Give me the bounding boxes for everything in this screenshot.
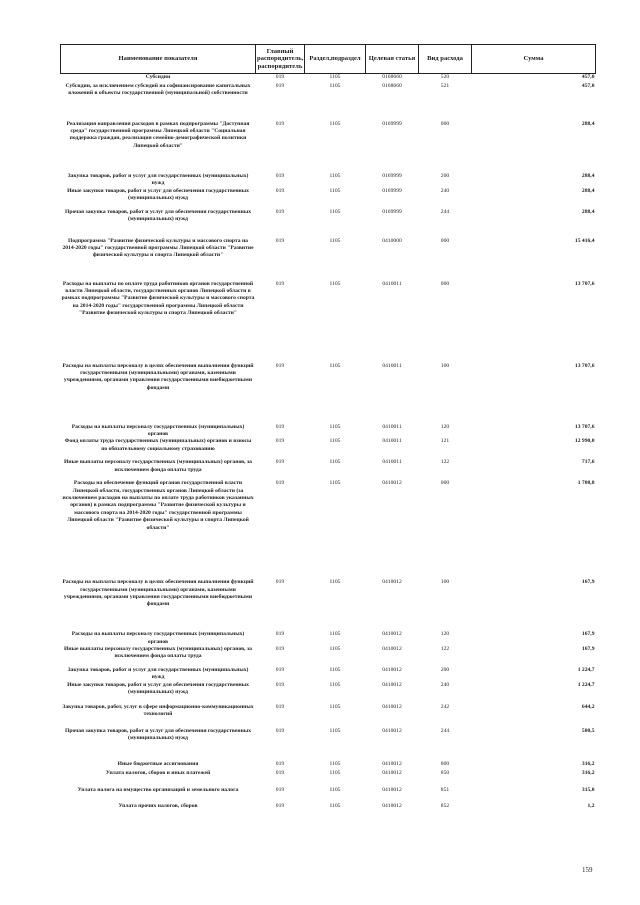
row-article: 0410011 — [382, 280, 402, 287]
row-section: 1105 — [329, 480, 341, 487]
row-admin: 019 — [275, 208, 285, 215]
row-name: Реализация направления расходов в рамках подпрограммы "Доступная среда" государственной программы Липецкой области "Социальная поддержка граждан, реализация семейно-демографической политики Липецкой области" — [66, 120, 250, 149]
row-expense: 000 — [440, 120, 450, 127]
row-article: 0410011 — [382, 362, 402, 369]
table-header-row — [61, 45, 596, 74]
row-sum: 288,4 — [581, 120, 595, 127]
row-admin: 019 — [275, 786, 285, 793]
row-section: 1105 — [329, 172, 341, 179]
row-name: Иные бюджетные ассигнования — [117, 760, 199, 767]
row-sum: 167,9 — [581, 631, 595, 638]
row-article: 0168660 — [382, 82, 402, 89]
row-section: 1105 — [329, 681, 341, 688]
row-article: 0410011 — [382, 438, 402, 445]
row-admin: 019 — [275, 187, 285, 194]
row-section: 1105 — [329, 208, 341, 215]
row-expense: 120 — [440, 631, 450, 638]
row-section: 1105 — [329, 802, 341, 809]
row-name: Иные выплаты персоналу государственных (муниципальных) органов, за исключением фонда оплаты труда — [64, 459, 252, 473]
row-name: Расходы на выплаты персоналу государственных (муниципальных) органов — [71, 631, 245, 645]
row-article: 0410011 — [382, 423, 402, 430]
row-section: 1105 — [329, 187, 341, 194]
row-section: 1105 — [329, 362, 341, 369]
row-sum: 167,9 — [581, 579, 595, 586]
row-sum: 457,0 — [581, 82, 595, 89]
row-name: Субсидии, за исключением субсидий на софинансирование капитальных вложений в объекты государственной (муниципальной) собственности — [65, 82, 251, 96]
row-section: 1105 — [329, 667, 341, 673]
row-expense: 800 — [440, 760, 450, 767]
row-sum: 315,0 — [581, 786, 595, 793]
page-number: 159 — [582, 866, 593, 874]
table-row — [61, 281, 596, 363]
row-sum: 1 224,7 — [577, 681, 595, 688]
row-name: Расходы на выплаты по оплате труда работников органов государственной власти Липецкой области, государственных органов Липецкой области в рамках подпрограммы "Развитие физической культуры и массового спорта на 2014-2020 годы" государственной программы Липецкой области "Развитие физической культуры и спорта Липецкой области" — [61, 280, 255, 316]
row-name: Прочая закупка товаров, работ и услуг для обеспечения государственных (муниципальных) нужд — [64, 727, 252, 742]
row-name: Закупка товаров, работ и услуг для государственных (муниципальных) нужд — [67, 172, 249, 186]
row-admin: 019 — [275, 82, 285, 89]
header-sum: Сумма — [472, 45, 596, 74]
row-name: Иные закупки товаров, работ и услуг для обеспечения государственных (муниципальных) нужд — [67, 681, 249, 696]
budget-table — [60, 44, 596, 812]
header-section: Раздел,подраздел — [305, 45, 366, 74]
row-sum: 15 416,4 — [574, 237, 595, 244]
row-expense: 122 — [440, 459, 450, 466]
row-expense: 520 — [440, 74, 450, 80]
row-expense: 244 — [440, 208, 450, 215]
table-row — [61, 761, 596, 770]
header-name: Наименование показателя — [61, 45, 256, 74]
row-section: 1105 — [329, 579, 341, 586]
row-article: 0169999 — [382, 208, 402, 215]
row-name: Прочая закупка товаров, работ и услуг для обеспечения государственных (муниципальных) нужд — [64, 208, 252, 222]
row-expense: 850 — [440, 769, 450, 776]
row-name: Субсидии — [145, 74, 171, 80]
row-sum: 288,4 — [581, 172, 595, 179]
row-name: Расходы на выплаты персоналу в целях обеспечения выполнения функций государственными (муниципальными) органами, казенными учреждениями, органами управления государственными внебюджетными фондами — [62, 579, 254, 608]
row-name: Расходы на выплаты персоналу в целях обеспечения выполнения функций государственными (муниципальными) органами, казенными учреждениями, органами управления государственными внебюджетными фондами — [62, 362, 254, 391]
table-row — [61, 459, 596, 480]
row-sum: 457,0 — [581, 74, 595, 80]
row-name: Подпрограмма "Развитие физической культуры и массового спорта на 2014-2020 годы" государственной программы Липецкой области "Развитие физической культуры и спорта Липецкой области" — [62, 237, 254, 259]
row-article: 0410012 — [382, 802, 402, 809]
row-expense: 240 — [440, 681, 450, 688]
table-row — [61, 238, 596, 281]
row-name: Иные закупки товаров, работ и услуг для обеспечения государственных (муниципальных) нужд — [67, 187, 249, 201]
table-row — [61, 646, 596, 667]
row-article: 0410012 — [382, 579, 402, 586]
row-section: 1105 — [329, 703, 341, 710]
table-row — [61, 173, 596, 188]
row-sum: 13 707,6 — [574, 423, 595, 430]
row-expense: 122 — [440, 646, 450, 652]
header-admin: Главный распорядитель, распорядитель — [256, 45, 305, 74]
row-sum: 1 224,7 — [577, 667, 595, 673]
row-sum: 316,2 — [581, 760, 595, 767]
row-article: 0410012 — [382, 667, 402, 673]
row-admin: 019 — [275, 172, 285, 179]
row-section: 1105 — [329, 237, 341, 244]
table-row — [61, 121, 596, 173]
row-sum: 13 707,6 — [574, 362, 595, 369]
row-admin: 019 — [275, 760, 285, 767]
row-article: 0168660 — [382, 74, 402, 80]
row-admin: 019 — [275, 237, 285, 244]
row-expense: 244 — [440, 727, 450, 734]
row-expense: 200 — [440, 667, 450, 673]
row-admin: 019 — [275, 802, 285, 809]
header-expense: Вид расхода — [419, 45, 472, 74]
row-sum: 12 990,0 — [574, 438, 595, 445]
row-article: 0410012 — [382, 480, 402, 487]
row-section: 1105 — [329, 120, 341, 127]
row-expense: 521 — [440, 82, 450, 89]
table-row — [61, 209, 596, 238]
row-section: 1105 — [329, 769, 341, 776]
row-article: 0169999 — [382, 120, 402, 127]
table-row — [61, 667, 596, 682]
row-admin: 019 — [275, 646, 285, 652]
header-article: Целевая статья — [366, 45, 419, 74]
row-article: 0410012 — [382, 681, 402, 688]
row-section: 1105 — [329, 74, 341, 80]
row-section: 1105 — [329, 280, 341, 287]
row-article: 0410012 — [382, 760, 402, 767]
row-admin: 019 — [275, 727, 285, 734]
row-expense: 000 — [440, 280, 450, 287]
row-admin: 019 — [275, 631, 285, 638]
row-expense: 100 — [440, 579, 450, 586]
table-row — [61, 188, 596, 209]
row-section: 1105 — [329, 727, 341, 734]
row-sum: 580,5 — [581, 727, 595, 734]
row-article: 0410012 — [382, 703, 402, 710]
row-sum: 644,2 — [581, 703, 595, 710]
row-expense: 851 — [440, 786, 450, 793]
row-section: 1105 — [329, 423, 341, 430]
table-row — [61, 704, 596, 728]
row-article: 0410011 — [382, 459, 402, 466]
table-row — [61, 682, 596, 704]
row-admin: 019 — [275, 362, 285, 369]
row-sum: 316,2 — [581, 769, 595, 776]
table-row — [61, 74, 596, 83]
row-article: 0410000 — [382, 237, 402, 244]
row-admin: 019 — [275, 667, 285, 673]
row-admin: 019 — [275, 120, 285, 127]
row-admin: 019 — [275, 459, 285, 466]
table-row — [61, 770, 596, 787]
row-name: Закупка товаров, работ, услуг в сфере информационно-коммуникационных технологий — [62, 703, 254, 718]
row-expense: 242 — [440, 703, 450, 710]
row-article: 0169999 — [382, 172, 402, 179]
row-section: 1105 — [329, 786, 341, 793]
table-row — [61, 728, 596, 761]
table-body — [61, 74, 596, 812]
row-expense: 000 — [440, 237, 450, 244]
row-name: Закупка товаров, работ и услуг для государственных (муниципальных) нужд — [67, 667, 249, 681]
row-section: 1105 — [329, 459, 341, 466]
row-admin: 019 — [275, 480, 285, 487]
row-section: 1105 — [329, 82, 341, 89]
row-section: 1105 — [329, 646, 341, 652]
row-sum: 1,2 — [587, 802, 595, 809]
row-admin: 019 — [275, 74, 285, 80]
row-admin: 019 — [275, 579, 285, 586]
row-sum: 1 708,8 — [577, 480, 595, 487]
row-expense: 100 — [440, 362, 450, 369]
row-article: 0410012 — [382, 631, 402, 638]
row-expense: 852 — [440, 802, 450, 809]
row-sum: 717,6 — [581, 459, 595, 466]
table-row — [61, 83, 596, 121]
row-article: 0169999 — [382, 187, 402, 194]
row-sum: 167,9 — [581, 646, 595, 652]
row-section: 1105 — [329, 631, 341, 638]
row-expense: 240 — [440, 187, 450, 194]
row-expense: 121 — [440, 438, 450, 445]
row-name: Расходы на выплаты персоналу государственных (муниципальных) органов — [71, 423, 245, 437]
table-row — [61, 417, 596, 439]
table-row — [61, 579, 596, 631]
row-section: 1105 — [329, 438, 341, 445]
table-row — [61, 363, 596, 417]
table-row — [61, 631, 596, 646]
row-name: Уплата прочих налогов, сборов — [118, 802, 198, 809]
row-admin: 019 — [275, 438, 285, 445]
row-name: Уплата налога на имущество организаций и земельного налога — [77, 786, 239, 793]
table-row — [61, 438, 596, 459]
row-section: 1105 — [329, 760, 341, 767]
row-expense: 200 — [440, 172, 450, 179]
row-expense: 000 — [440, 480, 450, 487]
table-row — [61, 480, 596, 579]
row-article: 0410012 — [382, 786, 402, 793]
row-sum: 288,4 — [581, 208, 595, 215]
row-admin: 019 — [275, 423, 285, 430]
row-name: Расходы на обеспечение функций органов государственной власти Липецкой области, государственных органов Липецкой области (за исключением расходов на выплаты по оплате труда работников указанных органов) в рамках подпрограммы "Развитие физической культуры и массового спорта на 2014-2020 годы" государственной программы Липецкой области "Развитие физической культуры и спорта Липецкой области" — [62, 480, 254, 531]
table-row — [61, 787, 596, 803]
row-name: Уплата налогов, сборов и иных платежей — [105, 769, 211, 776]
row-admin: 019 — [275, 769, 285, 776]
row-sum: 288,4 — [581, 187, 595, 194]
row-sum: 13 707,6 — [574, 280, 595, 287]
row-expense: 120 — [440, 423, 450, 430]
row-name: Фонд оплаты труда государственных (муниципальных) органов и взносы по обязательному социальному страхованию — [64, 438, 252, 452]
table-row — [61, 803, 596, 812]
row-admin: 019 — [275, 280, 285, 287]
row-admin: 019 — [275, 703, 285, 710]
row-admin: 019 — [275, 681, 285, 688]
row-article: 0410012 — [382, 646, 402, 652]
row-name: Иные выплаты персоналу государственных (муниципальных) органов, за исключением фонда оплаты труда — [64, 646, 252, 660]
row-article: 0410012 — [382, 727, 402, 734]
row-article: 0410012 — [382, 769, 402, 776]
